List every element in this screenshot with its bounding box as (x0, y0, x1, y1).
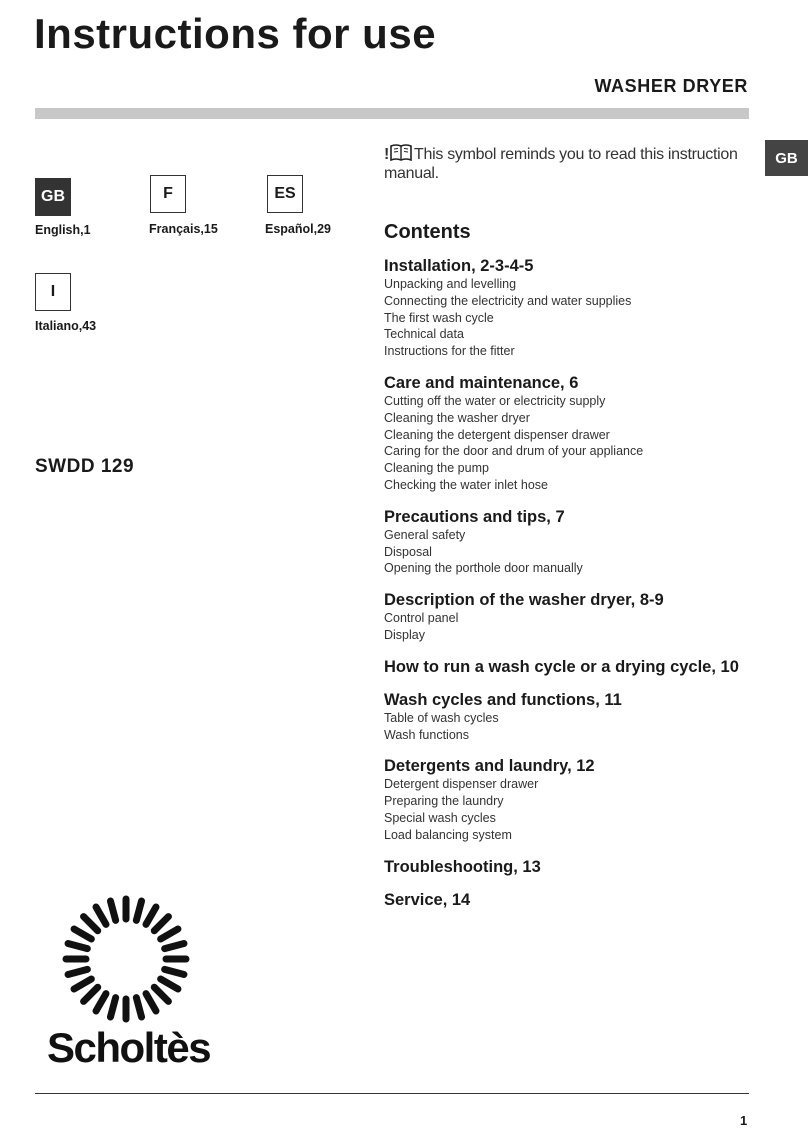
toc-section (384, 857, 764, 877)
read-manual-notice (384, 143, 754, 182)
toc-item: Cleaning the detergent dispenser drawer (384, 427, 610, 442)
sunburst-ray (110, 998, 115, 1017)
sunburst-ray (84, 917, 98, 931)
toc-item: Preparing the laundry (384, 794, 504, 809)
toc-item: The first wash cycle (384, 310, 494, 325)
sunburst-ray (165, 969, 184, 974)
toc-item: Unpacking and levelling (384, 277, 517, 291)
toc-section (384, 373, 764, 494)
sunburst-ray (154, 917, 168, 931)
sunburst-ray (96, 994, 106, 1011)
toc-item: Cutting off the water or electricity supply (384, 393, 606, 408)
sunburst-ray (110, 901, 115, 920)
toc-section-title: How to run a wash cycle or a drying cycle, 10 (384, 657, 739, 676)
toc-item: Wash functions (384, 727, 469, 742)
sunburst-ray (161, 979, 178, 989)
language-tab: GB (765, 140, 808, 176)
sunburst-ray (146, 907, 156, 924)
sunburst-ray (136, 901, 141, 920)
language-box-es: ES (267, 175, 303, 213)
toc-item: Technical data (384, 327, 464, 342)
sunburst-ray (74, 929, 91, 939)
sunburst-ray (154, 987, 168, 1001)
toc-item: Load balancing system (384, 827, 512, 842)
language-label-espanol: Español,29 (265, 222, 331, 236)
toc-item: Control panel (384, 611, 459, 626)
toc-item: Table of wash cycles (384, 710, 499, 725)
toc-item: Checking the water inlet hose (384, 477, 548, 492)
sunburst-ray (68, 969, 87, 974)
language-label-italiano: Italiano,43 (35, 319, 97, 333)
footer-divider (35, 1093, 749, 1094)
toc-section (384, 256, 764, 360)
toc-section-title: Installation, 2-3-4-5 (384, 257, 534, 275)
toc-section-title: Precautions and tips, 7 (384, 507, 565, 526)
toc-item: Opening the porthole door manually (384, 561, 583, 576)
sunburst-ray (84, 987, 98, 1001)
header-divider (35, 108, 749, 119)
page-number: 1 (740, 1113, 748, 1128)
sunburst-ray (161, 929, 178, 939)
toc-item: Disposal (384, 544, 432, 559)
sunburst-ray (146, 994, 156, 1011)
product-type: WASHER DRYER (594, 76, 748, 96)
toc-section-title: Troubleshooting, 13 (384, 857, 541, 876)
toc-section (384, 590, 764, 644)
sunburst-logo-icon (48, 895, 204, 1023)
toc-item: Cleaning the pump (384, 461, 489, 476)
language-box-i: I (35, 273, 71, 311)
toc-section (384, 890, 764, 910)
language-box-gb: GB (35, 178, 71, 216)
sunburst-ray (136, 998, 141, 1017)
notice-text: This symbol reminds you to read this instruction manual. (384, 146, 738, 182)
toc-item: Cleaning the washer dryer (384, 410, 530, 425)
toc-section-title: Detergents and laundry, 12 (384, 757, 595, 776)
brand-name: Scholtès (47, 1024, 211, 1071)
toc-section-title: Description of the washer dryer, 8-9 (384, 591, 664, 610)
book-icon (390, 143, 412, 165)
toc-section-title: Wash cycles and functions, 11 (384, 690, 622, 709)
sunburst-ray (165, 943, 184, 948)
toc-item: Caring for the door and drum of your appliance (384, 444, 644, 459)
toc-item: Display (384, 627, 425, 642)
sunburst-ray (68, 943, 87, 948)
table-of-contents (384, 256, 764, 923)
sunburst-ray (74, 979, 91, 989)
page-title: Instructions for use (34, 10, 437, 57)
toc-item: General safety (384, 527, 466, 542)
contents-heading: Contents (384, 221, 471, 243)
exclamation-mark: ! (384, 146, 390, 163)
toc-section (384, 756, 764, 843)
toc-section-title: Care and maintenance, 6 (384, 373, 579, 392)
sunburst-ray (96, 907, 106, 924)
toc-section-title: Service, 14 (384, 890, 471, 909)
language-label-francais: Français,15 (149, 222, 218, 236)
toc-item: Instructions for the fitter (384, 344, 515, 359)
language-box-f: F (150, 175, 186, 213)
toc-section (384, 657, 764, 677)
toc-section (384, 507, 764, 577)
model-number: SWDD 129 (35, 456, 135, 477)
toc-section (384, 690, 764, 744)
toc-item: Special wash cycles (384, 810, 496, 825)
toc-item: Connecting the electricity and water supplies (384, 293, 632, 308)
language-label-english: English,1 (35, 223, 91, 237)
toc-item: Detergent dispenser drawer (384, 777, 539, 792)
